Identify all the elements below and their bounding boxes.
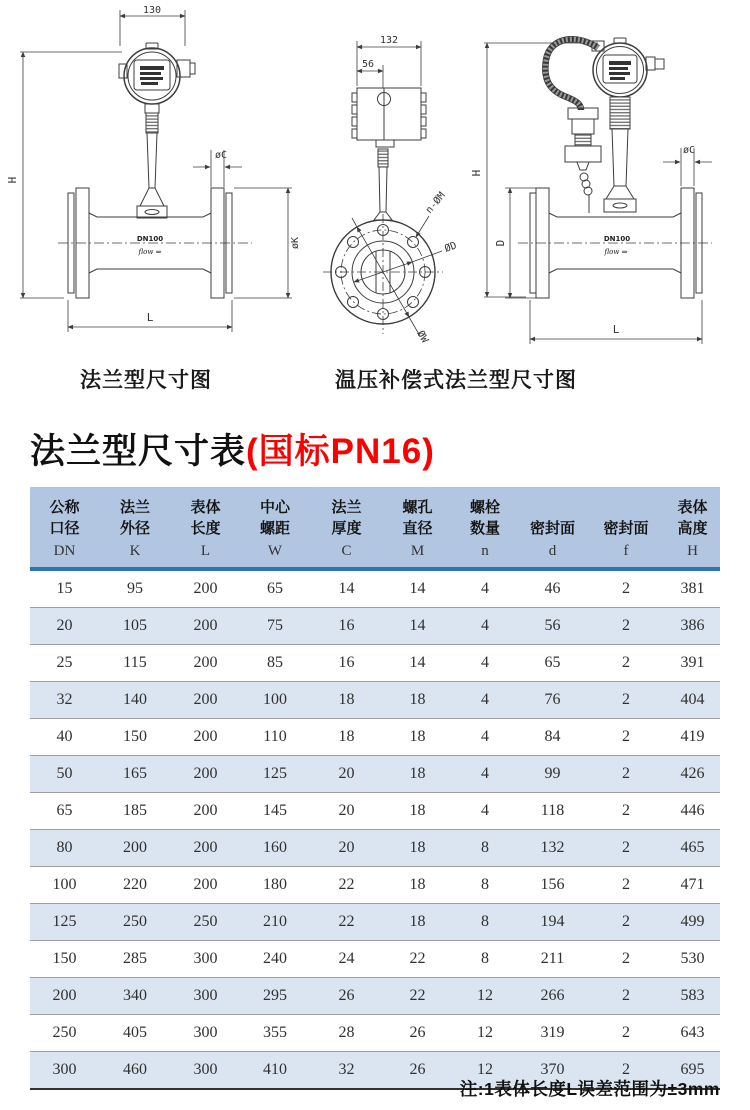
table-cell: 300 — [171, 941, 240, 978]
table-cell: 125 — [30, 904, 99, 941]
column-header-f — [587, 487, 665, 569]
table-cell: 14 — [383, 645, 452, 682]
column-code: C — [341, 543, 352, 559]
body-size-label-left: DN100 — [136, 235, 164, 243]
table-cell: 2 — [587, 978, 665, 1015]
table-cell: 65 — [30, 793, 99, 830]
temp-pressure-meter-side-view — [484, 38, 712, 344]
table-cell: 266 — [518, 978, 587, 1015]
table-cell: 56 — [518, 608, 587, 645]
table-cell: 12 — [452, 978, 518, 1015]
table-cell: 16 — [310, 645, 383, 682]
bolt-holes-label: n-ØM — [423, 190, 448, 216]
dim-d-label: D — [494, 239, 507, 247]
dim-l-right-label: L — [612, 323, 620, 336]
table-cell: 20 — [30, 608, 99, 645]
table-cell: 300 — [171, 978, 240, 1015]
column-label: 法兰 — [331, 499, 362, 516]
table-cell: 4 — [452, 569, 518, 608]
table-cell: 200 — [171, 608, 240, 645]
column-label: 密封面 — [603, 520, 649, 537]
table-row-dn-20 — [30, 608, 720, 645]
table-cell: 18 — [310, 682, 383, 719]
table-cell: 2 — [587, 793, 665, 830]
technical-drawings — [0, 0, 750, 360]
column-label: 外径 — [119, 520, 150, 537]
table-title — [30, 424, 435, 474]
table-cell: 100 — [240, 682, 310, 719]
column-code: DN — [53, 543, 76, 559]
table-cell: 14 — [383, 608, 452, 645]
table-cell: 2 — [587, 1015, 665, 1052]
table-row-dn-150 — [30, 941, 720, 978]
table-cell: 26 — [310, 978, 383, 1015]
table-cell: 2 — [587, 682, 665, 719]
table-cell: 24 — [310, 941, 383, 978]
table-cell: 16 — [310, 608, 383, 645]
table-cell: 405 — [99, 1015, 171, 1052]
table-cell: 355 — [240, 1015, 310, 1052]
table-cell: 2 — [587, 904, 665, 941]
table-cell: 4 — [452, 645, 518, 682]
table-header — [30, 487, 720, 569]
table-cell: 200 — [171, 645, 240, 682]
table-cell: 32 — [310, 1052, 383, 1090]
table-cell: 695 — [665, 1052, 720, 1090]
table-cell: 145 — [240, 793, 310, 830]
column-header-DN — [30, 487, 99, 569]
table-cell: 46 — [518, 569, 587, 608]
table-cell: 118 — [518, 793, 587, 830]
table-cell: 65 — [518, 645, 587, 682]
table-cell: 370 — [518, 1052, 587, 1090]
table-cell: 200 — [171, 682, 240, 719]
table-cell: 14 — [310, 569, 383, 608]
column-label: 长度 — [190, 520, 221, 537]
table-cell: 2 — [587, 645, 665, 682]
outer-dia-label: ØW — [414, 329, 430, 345]
column-label: 中心 — [259, 499, 290, 516]
column-code: W — [267, 543, 283, 559]
table-cell: 194 — [518, 904, 587, 941]
table-cell: 2 — [587, 941, 665, 978]
table-cell: 50 — [30, 756, 99, 793]
table-cell: 200 — [171, 793, 240, 830]
table-cell: 8 — [452, 941, 518, 978]
dimension-table-wrapper — [30, 487, 720, 1090]
column-label: 密封面 — [529, 520, 575, 537]
column-code: L — [200, 543, 211, 559]
table-cell: 2 — [587, 719, 665, 756]
table-row-dn-200 — [30, 978, 720, 1015]
flange-meter-side-view — [20, 10, 292, 332]
table-cell: 4 — [452, 756, 518, 793]
table-cell: 583 — [665, 978, 720, 1015]
table-cell: 12 — [452, 1015, 518, 1052]
table-cell: 300 — [171, 1015, 240, 1052]
table-cell: 200 — [171, 719, 240, 756]
table-cell: 40 — [30, 719, 99, 756]
table-cell: 140 — [99, 682, 171, 719]
table-cell: 18 — [383, 719, 452, 756]
table-row-dn-80 — [30, 830, 720, 867]
table-cell: 643 — [665, 1015, 720, 1052]
table-cell: 95 — [99, 569, 171, 608]
table-cell: 115 — [99, 645, 171, 682]
table-cell: 285 — [99, 941, 171, 978]
column-label: 螺距 — [259, 520, 290, 537]
table-cell: 156 — [518, 867, 587, 904]
column-header-L — [171, 487, 240, 569]
column-label: 高度 — [677, 520, 708, 537]
table-cell: 220 — [99, 867, 171, 904]
dim-h-right-label: H — [470, 169, 483, 177]
table-cell: 26 — [383, 1015, 452, 1052]
table-cell: 200 — [171, 756, 240, 793]
dim-132-label: 132 — [379, 35, 399, 46]
table-cell: 65 — [240, 569, 310, 608]
column-header-K — [99, 487, 171, 569]
table-cell: 18 — [383, 756, 452, 793]
table-title-main: 法兰型尺寸表 — [30, 432, 247, 471]
column-code: M — [410, 543, 425, 559]
table-cell: 4 — [452, 793, 518, 830]
table-cell: 2 — [587, 569, 665, 608]
column-header-M — [383, 487, 452, 569]
table-cell: 250 — [171, 904, 240, 941]
column-code: d — [548, 543, 557, 559]
table-cell: 99 — [518, 756, 587, 793]
flow-direction-label-left: flow ⇒ — [138, 248, 162, 256]
column-header-H — [665, 487, 720, 569]
column-label: 直径 — [402, 520, 433, 537]
table-cell: 105 — [99, 608, 171, 645]
column-label: 表体 — [190, 499, 221, 516]
column-code: f — [623, 543, 629, 559]
dim-56-label: 56 — [361, 59, 375, 70]
table-cell: 125 — [240, 756, 310, 793]
table-cell: 22 — [310, 867, 383, 904]
column-header-n — [452, 487, 518, 569]
table-cell: 8 — [452, 867, 518, 904]
table-cell: 76 — [518, 682, 587, 719]
table-cell: 15 — [30, 569, 99, 608]
table-cell: 25 — [30, 645, 99, 682]
table-cell: 18 — [383, 867, 452, 904]
table-cell: 20 — [310, 756, 383, 793]
column-label — [518, 497, 587, 518]
table-cell: 22 — [383, 941, 452, 978]
table-cell: 4 — [452, 719, 518, 756]
table-cell: 404 — [665, 682, 720, 719]
table-cell: 22 — [310, 904, 383, 941]
dim-l-left-label: L — [146, 311, 154, 324]
dim-130-label: 130 — [142, 5, 162, 16]
table-cell: 18 — [310, 719, 383, 756]
table-cell: 28 — [310, 1015, 383, 1052]
table-cell: 200 — [171, 867, 240, 904]
column-code: n — [481, 543, 489, 559]
table-cell: 32 — [30, 682, 99, 719]
column-header-d — [518, 487, 587, 569]
table-title-standard: (国标PN16) — [246, 432, 435, 471]
table-cell: 160 — [240, 830, 310, 867]
table-cell: 471 — [665, 867, 720, 904]
table-row-dn-40 — [30, 719, 720, 756]
table-cell: 4 — [452, 682, 518, 719]
table-cell: 20 — [310, 830, 383, 867]
table-row-dn-250 — [30, 1015, 720, 1052]
table-cell: 2 — [587, 608, 665, 645]
table-cell: 84 — [518, 719, 587, 756]
table-cell: 2 — [587, 867, 665, 904]
body-size-label-right: DN100 — [603, 235, 631, 243]
dimension-table — [30, 487, 720, 1090]
column-label: 厚度 — [331, 520, 362, 537]
table-cell: 410 — [240, 1052, 310, 1090]
table-cell: 18 — [383, 793, 452, 830]
table-cell: 381 — [665, 569, 720, 608]
table-cell: 180 — [240, 867, 310, 904]
caption-temp-pressure-type: 温压补偿式法兰型尺寸图 — [335, 369, 577, 392]
table-row-dn-15 — [30, 569, 720, 608]
table-cell: 80 — [30, 830, 99, 867]
table-cell: 20 — [310, 793, 383, 830]
table-cell: 100 — [30, 867, 99, 904]
table-cell: 22 — [383, 978, 452, 1015]
column-header-W — [240, 487, 310, 569]
table-cell: 8 — [452, 904, 518, 941]
table-cell: 240 — [240, 941, 310, 978]
table-cell: 200 — [171, 569, 240, 608]
table-row-dn-65 — [30, 793, 720, 830]
table-cell: 2 — [587, 1052, 665, 1090]
table-cell: 295 — [240, 978, 310, 1015]
table-cell: 530 — [665, 941, 720, 978]
table-cell: 391 — [665, 645, 720, 682]
table-cell: 14 — [383, 569, 452, 608]
table-cell: 426 — [665, 756, 720, 793]
table-cell: 18 — [383, 904, 452, 941]
flow-direction-label-right: flow ⇒ — [604, 248, 628, 256]
table-cell: 250 — [30, 1015, 99, 1052]
column-label: 公称 — [49, 499, 80, 516]
column-label: 口径 — [49, 520, 80, 537]
table-cell: 85 — [240, 645, 310, 682]
table-row-dn-100 — [30, 867, 720, 904]
table-cell: 132 — [518, 830, 587, 867]
column-header-C — [310, 487, 383, 569]
table-cell: 18 — [383, 682, 452, 719]
table-cell: 150 — [30, 941, 99, 978]
column-label: 法兰 — [119, 499, 150, 516]
table-cell: 12 — [452, 1052, 518, 1090]
table-cell: 26 — [383, 1052, 452, 1090]
table-row-dn-32 — [30, 682, 720, 719]
table-cell: 2 — [587, 830, 665, 867]
table-cell: 110 — [240, 719, 310, 756]
table-cell: 460 — [99, 1052, 171, 1090]
table-cell: 200 — [171, 830, 240, 867]
dim-oc-right-label: øC — [682, 145, 696, 156]
table-cell: 210 — [240, 904, 310, 941]
dim-ok-label: øK — [290, 236, 301, 250]
table-row-dn-125 — [30, 904, 720, 941]
table-cell: 8 — [452, 830, 518, 867]
dim-oc-left-label: øC — [214, 150, 228, 161]
table-cell: 319 — [518, 1015, 587, 1052]
flange-front-view — [323, 41, 443, 336]
table-cell: 386 — [665, 608, 720, 645]
column-label: 表体 — [677, 499, 708, 516]
column-code: H — [687, 543, 698, 559]
table-cell: 18 — [383, 830, 452, 867]
table-cell: 4 — [452, 608, 518, 645]
table-row-dn-50 — [30, 756, 720, 793]
inner-dia-label: ØD — [443, 240, 459, 255]
table-cell: 419 — [665, 719, 720, 756]
column-label: 螺栓 — [469, 499, 500, 516]
table-cell: 446 — [665, 793, 720, 830]
table-cell: 2 — [587, 756, 665, 793]
table-cell: 465 — [665, 830, 720, 867]
dim-h-left-label: H — [6, 176, 19, 184]
column-label: 数量 — [469, 520, 500, 537]
table-cell: 300 — [30, 1052, 99, 1090]
table-cell: 75 — [240, 608, 310, 645]
table-note: 注:1表体长度L误差范围为±3mm — [459, 1079, 720, 1099]
table-cell: 165 — [99, 756, 171, 793]
table-cell: 300 — [171, 1052, 240, 1090]
table-cell: 185 — [99, 793, 171, 830]
caption-flange-type: 法兰型尺寸图 — [80, 369, 212, 392]
table-cell: 150 — [99, 719, 171, 756]
table-cell: 499 — [665, 904, 720, 941]
table-cell: 200 — [99, 830, 171, 867]
table-cell: 340 — [99, 978, 171, 1015]
table-cell: 250 — [99, 904, 171, 941]
column-label: 螺孔 — [402, 499, 433, 516]
column-label — [587, 497, 665, 518]
table-cell: 211 — [518, 941, 587, 978]
table-cell: 200 — [30, 978, 99, 1015]
table-row-dn-25 — [30, 645, 720, 682]
column-code: K — [129, 543, 141, 559]
